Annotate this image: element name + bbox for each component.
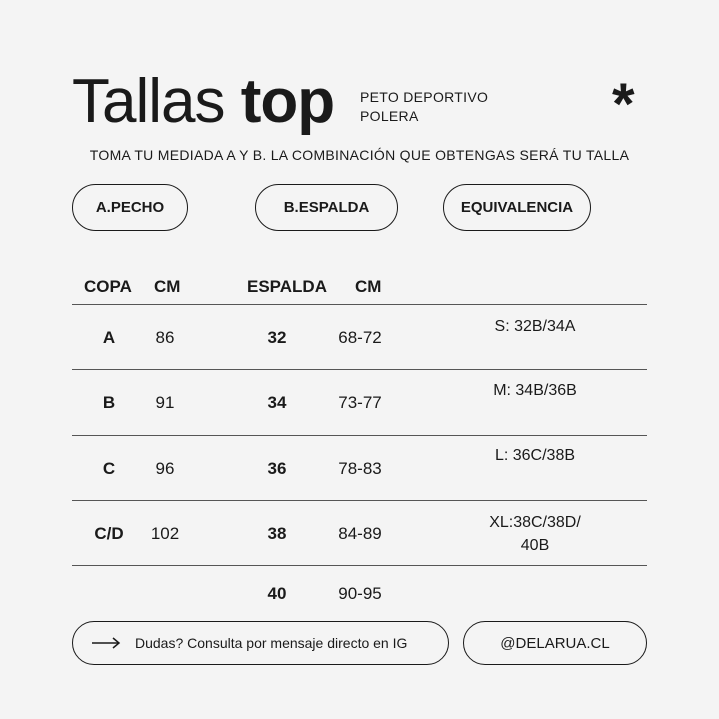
divider [72,369,647,370]
cell-cm-espalda: 78-83 [338,459,382,478]
subtitle-line2: POLERA [360,108,419,124]
cell-copa: B [102,393,116,412]
cell-equivalencia: L: 36C/38B [494,447,576,464]
header-cm: CM [154,277,181,296]
cell-cm: 91 [155,393,175,412]
cell-equivalencia: S: 32B/34A [494,318,576,335]
divider [72,565,647,566]
cell-espalda: 34 [267,393,287,412]
cell-cm: 96 [155,459,175,478]
page-title [72,62,334,142]
cell-copa: C/D [94,524,124,543]
divider [72,304,647,305]
instruction-text: TOMA TU MEDIADA A Y B. LA COMBINACIÓN QUE OBTENGAS SERÁ TU TALLA [89,147,630,163]
cell-copa: A [102,328,116,347]
dm-message-box [72,621,449,665]
cell-cm-espalda: 68-72 [338,328,382,347]
cell-equivalencia-line2: 40B [520,537,550,554]
title-bold: top [240,67,335,136]
pill-espalda: B.ESPALDA [255,184,398,231]
arrow-right-icon [91,637,121,649]
cell-cm: 102 [150,524,180,543]
cell-equivalencia-line1: XL:38C/38D/ [489,514,581,531]
pill-pecho: A.PECHO [72,184,188,231]
pill-equivalencia: EQUIVALENCIA [443,184,591,231]
header-cm-espalda: CM [355,277,382,296]
divider [72,500,647,501]
dm-message: Dudas? Consulta por mensaje directo en IG [135,635,408,651]
header-copa: COPA [84,277,132,296]
cell-copa: C [102,459,116,478]
cell-cm-espalda: 90-95 [338,584,382,603]
cell-cm-espalda: 73-77 [338,393,382,412]
cell-espalda: 36 [267,459,287,478]
cell-espalda: 38 [267,524,287,543]
asterisk-icon: * [612,72,635,137]
instagram-handle[interactable]: @DELARUA.CL [463,621,647,665]
cell-cm: 86 [155,328,175,347]
cell-equivalencia: M: 34B/36B [493,382,577,399]
header-espalda: ESPALDA [247,277,327,296]
cell-espalda: 40 [267,584,287,603]
cell-espalda: 32 [267,328,287,347]
title-light: Tallas [72,67,225,136]
cell-cm-espalda: 84-89 [338,524,382,543]
divider [72,435,647,436]
subtitle-line1: PETO DEPORTIVO [360,89,489,105]
